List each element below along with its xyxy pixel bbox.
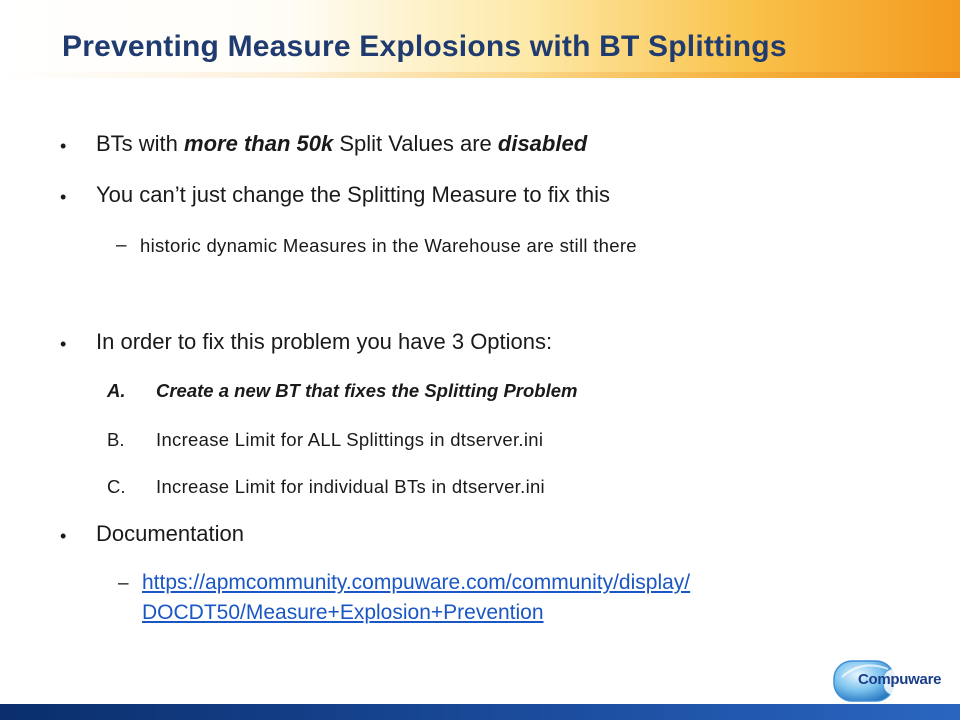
bullet-limit-prefix: BTs with: [96, 131, 185, 156]
documentation-link-line1[interactable]: https://apmcommunity.compuware.com/community/display/: [142, 571, 691, 594]
bullet-documentation: Documentation: [96, 521, 244, 546]
sub-historic: historic dynamic Measures in the Warehouse are still there: [140, 235, 637, 256]
sub-dash: –: [118, 573, 129, 594]
bullet-dot: •: [60, 187, 67, 207]
bullet-dot: •: [60, 334, 67, 354]
slide-title: Preventing Measure Explosions with BT Splittings: [62, 30, 787, 63]
sub-dash: –: [116, 235, 127, 256]
documentation-link-line2[interactable]: DOCDT50/Measure+Explosion+Prevention: [142, 601, 544, 624]
bullet-limit: [96, 131, 587, 157]
option-c: Increase Limit for individual BTs in dtserver.ini: [156, 476, 545, 497]
logo-text: Compuware: [858, 671, 942, 688]
bullet-limit-emphasis: more than 50k: [184, 131, 334, 156]
option-letter-a: A.: [107, 380, 126, 401]
option-b: Increase Limit for ALL Splittings in dtserver.ini: [156, 429, 544, 450]
option-letter-c: C.: [107, 476, 126, 497]
bullet-limit-disabled: disabled: [497, 131, 588, 156]
bullet-limit-middle: Split Values are: [333, 131, 498, 156]
footer-bar: [0, 704, 960, 720]
bullet-dot: •: [60, 136, 67, 156]
bullet-dot: •: [60, 526, 67, 546]
bullet-cant-change: You can’t just change the Splitting Measure to fix this: [96, 182, 611, 207]
option-letter-b: B.: [107, 429, 125, 450]
option-a: Create a new BT that fixes the Splitting Problem: [156, 380, 578, 401]
bullet-options: In order to fix this problem you have 3 Options:: [96, 329, 553, 354]
